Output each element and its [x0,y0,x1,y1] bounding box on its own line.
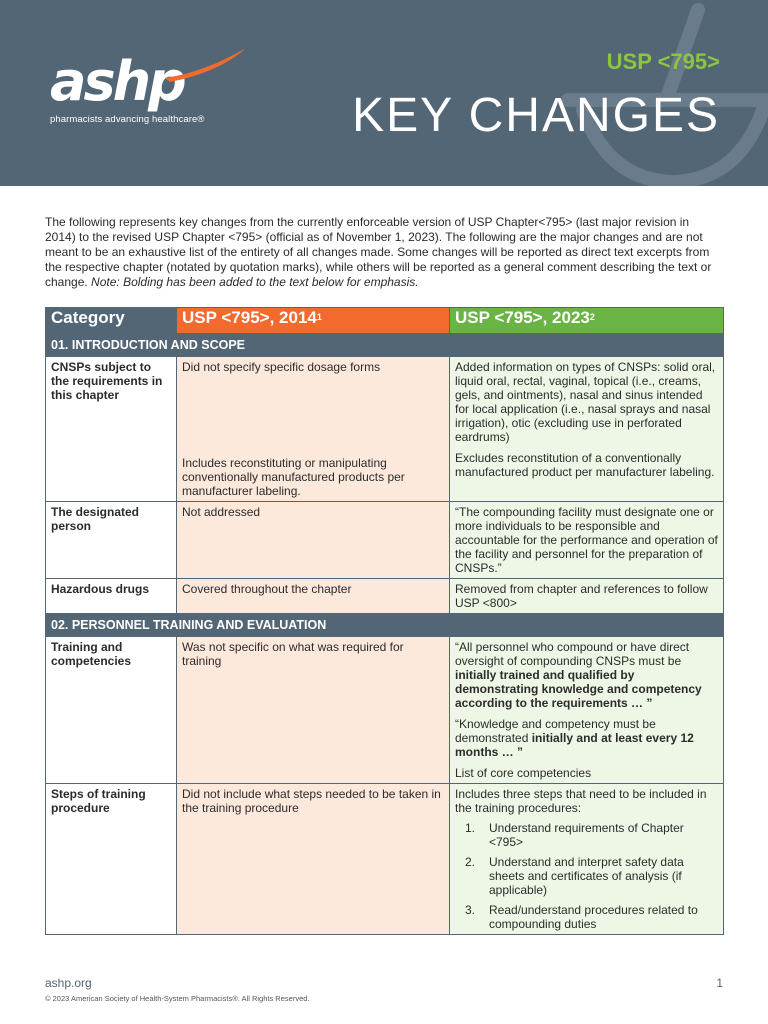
category-cell: Hazardous drugs [46,579,177,614]
header-usp-2023 [450,308,724,334]
list-item-text: Understand and interpret safety data sheets and certificates of analysis (if applicable) [489,855,684,897]
footer-link[interactable]: ashp.org [45,976,92,990]
list-item [455,855,719,897]
section-row [46,334,724,357]
new-text [455,717,719,759]
key-changes-table [45,307,724,935]
header-usp-2014 [177,308,450,334]
logo-swoosh-icon [160,44,250,84]
old-cell: Did not include what steps needed to be taken in the training procedure [177,784,450,935]
new-cell: “The compounding facility must designate one or more individuals to be responsible and accountable for the performance and operation of the facility and personnel for the preparation of CNSPs.” [450,502,724,579]
old-text: Did not specify specific dosage forms [182,360,381,374]
list-item-text: Understand requirements of Chapter <795> [489,821,684,849]
new-text-plain: “Knowledge and competency must be demonstrated [455,717,656,745]
list-item-number: 1. [465,821,476,835]
page-header [0,0,768,186]
new-text [455,640,719,710]
intro-paragraph [45,215,723,290]
new-cell [450,784,724,935]
list-item [455,821,719,849]
logo-tagline: pharmacists advancing healthcare® [50,114,205,125]
header-usp-2023-label: USP <795>, 2023 [455,308,590,327]
new-text: Excludes reconstitution of a conventionally manufactured product per manufacturer labeling. [455,451,715,479]
new-cell [450,357,724,502]
new-text: Includes three steps that need to be included in the training procedures: [455,787,707,815]
intro-text: The following represents key changes from the currently enforceable version of USP Chapter<795> (last major revision in 2014) to the revised USP Chapter <795> (official as of November 1, 2023). The following are the major changes and are not meant to be an exhaustive list of the entirety of all changes made. Some changes will be reported as direct text excerpts from the respective chapter (notated by quotation marks), while others will be reported as a general comment describing the text or change. [45,215,712,289]
category-cell: Steps of training procedure [46,784,177,935]
table-row [46,502,724,579]
old-text: Includes reconstituting or manipulating conventionally manufactured products per manufacturer labeling. [182,456,405,498]
footnote-ref-1[interactable]: 1 [316,312,322,322]
page-number: 1 [716,976,723,990]
new-text: List of core competencies [455,766,592,780]
table-row [46,637,724,784]
table-row [46,579,724,614]
category-cell: The designated person [46,502,177,579]
old-cell: Not addressed [177,502,450,579]
section-row [46,614,724,637]
list-item [455,903,719,931]
list-item-text: Read/understand procedures related to compounding duties [489,903,698,931]
intro-note: Note: Bolding has been added to the text below for emphasis. [91,275,419,289]
footnote-ref-2[interactable]: 2 [589,312,595,322]
section-personnel-training: 02. PERSONNEL TRAINING AND EVALUATION [46,614,724,637]
old-cell: Covered throughout the chapter [177,579,450,614]
logo-wordmark: ashp [50,50,184,113]
header-category: Category [46,308,177,334]
list-item-number: 3. [465,903,476,917]
table-row [46,357,724,502]
steps-list [455,821,719,931]
new-cell [450,637,724,784]
header-usp-2014-label: USP <795>, 2014 [182,308,317,327]
footer-copyright: © 2023 American Society of Health-System Pharmacists®. All Rights Reserved. [45,994,310,1003]
category-cell: Training and competencies [46,637,177,784]
old-cell: Was not specific on what was required for training [177,637,450,784]
usp-tag: USP <795> [606,49,720,74]
new-cell: Removed from chapter and references to follow USP <800> [450,579,724,614]
list-item-number: 2. [465,855,476,869]
page-title: KEY CHANGES [352,89,720,142]
table-header-row [46,308,724,334]
new-text-plain: “All personnel who compound or have direct oversight of compounding CNSPs must be [455,640,690,668]
section-intro-scope: 01. INTRODUCTION AND SCOPE [46,334,724,357]
table-row [46,784,724,935]
new-text: Added information on types of CNSPs: solid oral, liquid oral, rectal, vaginal, topical (i.e., creams, gels, and ointments), nasal and sinus intended for local application (i.e., nasal sprays and nasal irrigation), otic (excluding use in perforated eardrums) [455,360,716,444]
ashp-logo[interactable] [50,52,204,125]
old-cell [177,357,450,502]
category-cell: CNSPs subject to the requirements in this chapter [46,357,177,502]
new-text-bold: initially and at least every 12 months … ” [455,731,694,759]
new-text-bold: initially trained and qualified by demonstrating knowledge and competency according to the requirements … ” [455,668,702,710]
